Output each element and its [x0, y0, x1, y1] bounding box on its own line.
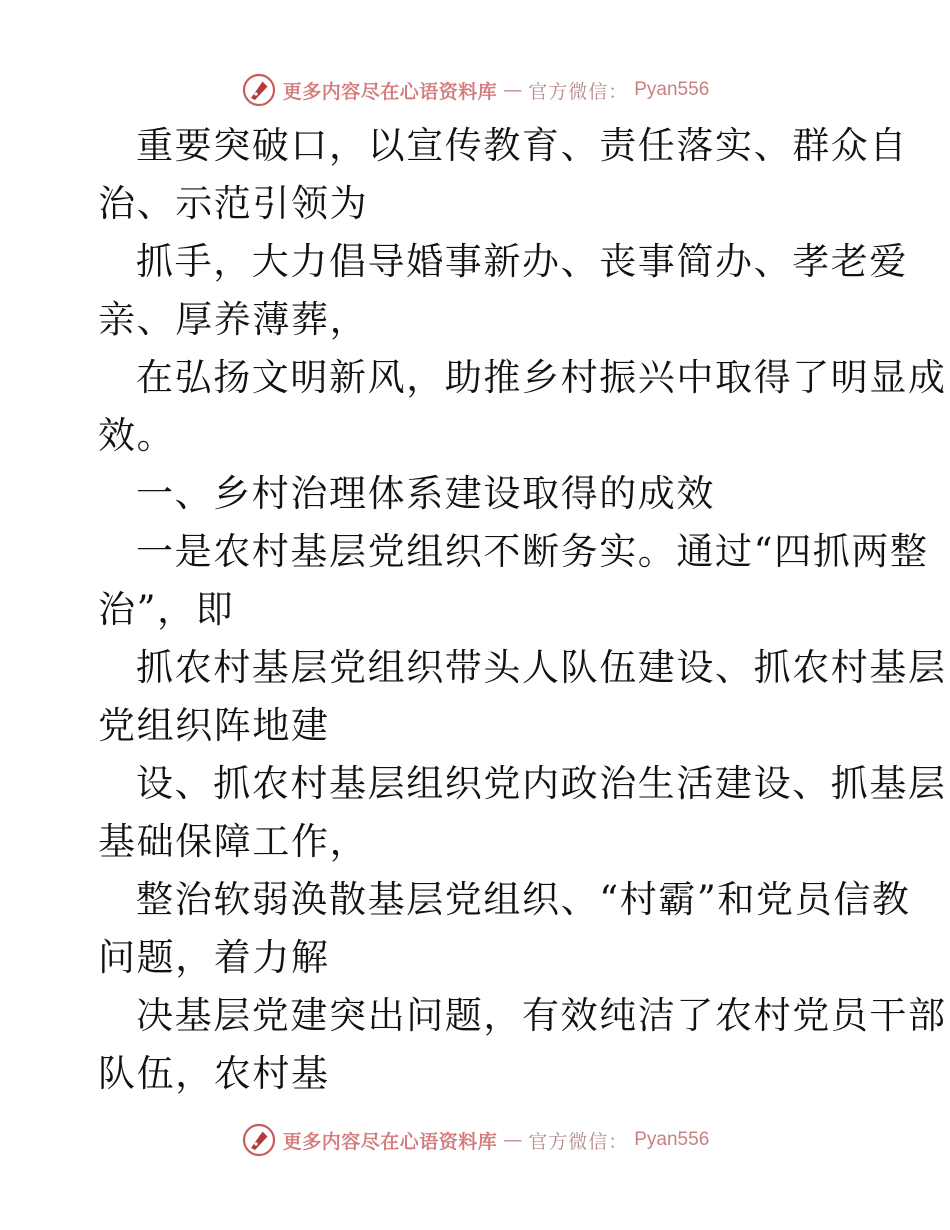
text-line: 整治软弱涣散基层党组织、“村霸”和党员信教 — [136, 878, 911, 921]
text-line: 重要突破口，以宣传教育、责任落实、群众自 — [136, 124, 908, 167]
section-heading: 一、乡村治理体系建设取得的成效 — [136, 472, 715, 515]
text-line: 一是农村基层党组织不断务实。通过“四抓两整 — [136, 530, 929, 573]
text-line: 队伍，农村基 — [98, 1052, 330, 1095]
text-line: 党组织阵地建 — [98, 704, 330, 747]
text-line: 治”，即 — [98, 588, 235, 631]
text-line: 设、抓农村基层组织党内政治生活建设、抓基层 — [136, 762, 947, 805]
text-line: 在弘扬文明新风，助推乡村振兴中取得了明显成 — [136, 356, 947, 399]
text-line: 抓农村基层党组织带头人队伍建设、抓农村基层 — [136, 646, 947, 689]
text-line: 问题，着力解 — [98, 936, 330, 979]
watermark-dash: — — [503, 79, 523, 101]
watermark-brand: 更多内容尽在心语资料库 — [282, 80, 498, 103]
pen-nib-logo-icon — [241, 1122, 277, 1158]
text-line: 亲、厚养薄葬， — [98, 298, 369, 341]
watermark-dash: — — [503, 1129, 523, 1151]
pen-nib-logo-icon — [241, 72, 277, 108]
text-line: 基础保障工作， — [98, 820, 369, 863]
document-body — [98, 117, 947, 1103]
watermark-label: 官方微信： — [528, 1130, 629, 1153]
watermark-id: Pyan556 — [634, 79, 710, 100]
text-line: 决基层党建突出问题，有效纯洁了农村党员干部 — [136, 994, 947, 1037]
watermark-id: Pyan556 — [634, 1129, 710, 1150]
footer-watermark — [0, 1120, 950, 1160]
text-line: 抓手，大力倡导婚事新办、丧事简办、孝老爱 — [136, 240, 908, 283]
text-line: 治、示范引领为 — [98, 182, 369, 225]
header-watermark — [0, 70, 950, 110]
text-line: 效。 — [98, 414, 176, 457]
watermark-label: 官方微信： — [528, 80, 629, 103]
watermark-brand: 更多内容尽在心语资料库 — [282, 1130, 498, 1153]
